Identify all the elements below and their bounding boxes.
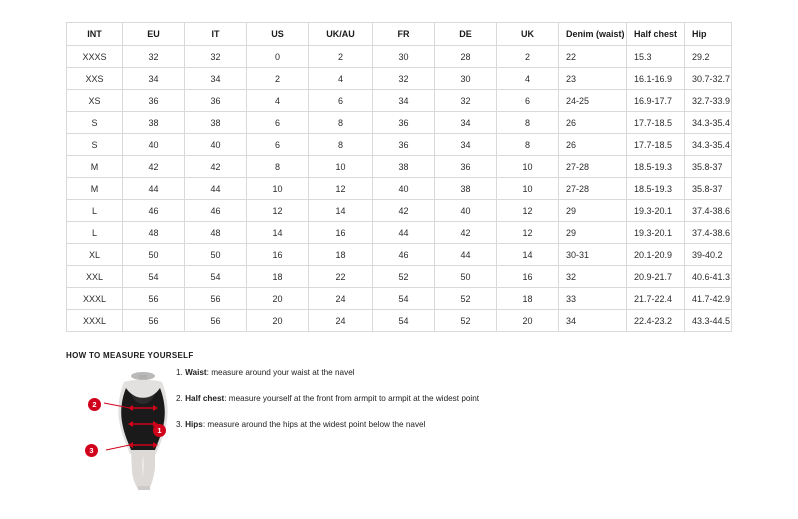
cell-denim: 33 bbox=[559, 288, 627, 310]
cell-it: 56 bbox=[185, 310, 247, 332]
cell-eu: 36 bbox=[123, 90, 185, 112]
cell-us: 4 bbox=[247, 90, 309, 112]
cell-ukau: 4 bbox=[309, 68, 373, 90]
cell-halfchest: 16.9-17.7 bbox=[627, 90, 685, 112]
cell-ukau: 24 bbox=[309, 310, 373, 332]
table-row bbox=[67, 90, 732, 112]
cell-denim: 22 bbox=[559, 46, 627, 68]
cell-int: S bbox=[67, 112, 123, 134]
cell-int: M bbox=[67, 156, 123, 178]
cell-de: 40 bbox=[435, 200, 497, 222]
cell-de: 38 bbox=[435, 178, 497, 200]
cell-de: 52 bbox=[435, 288, 497, 310]
cell-uk: 16 bbox=[497, 266, 559, 288]
cell-us: 6 bbox=[247, 134, 309, 156]
cell-hip: 34.3-35.4 bbox=[685, 112, 732, 134]
cell-us: 2 bbox=[247, 68, 309, 90]
cell-it: 48 bbox=[185, 222, 247, 244]
cell-int: XXL bbox=[67, 266, 123, 288]
cell-fr: 36 bbox=[373, 134, 435, 156]
cell-fr: 40 bbox=[373, 178, 435, 200]
cell-eu: 50 bbox=[123, 244, 185, 266]
cell-ukau: 18 bbox=[309, 244, 373, 266]
cell-eu: 56 bbox=[123, 288, 185, 310]
cell-hip: 35.8-37 bbox=[685, 156, 732, 178]
cell-de: 52 bbox=[435, 310, 497, 332]
cell-uk: 12 bbox=[497, 222, 559, 244]
cell-denim: 26 bbox=[559, 112, 627, 134]
size-chart-table bbox=[66, 22, 732, 332]
cell-de: 36 bbox=[435, 156, 497, 178]
cell-ukau: 24 bbox=[309, 288, 373, 310]
cell-fr: 32 bbox=[373, 68, 435, 90]
column-header: UK/AU bbox=[309, 23, 373, 46]
table-row bbox=[67, 310, 732, 332]
column-header: IT bbox=[185, 23, 247, 46]
how-to-measure-heading: HOW TO MEASURE YOURSELF bbox=[66, 351, 194, 360]
table-row bbox=[67, 222, 732, 244]
cell-uk: 4 bbox=[497, 68, 559, 90]
table-header-row bbox=[67, 23, 732, 46]
cell-int: M bbox=[67, 178, 123, 200]
cell-it: 56 bbox=[185, 288, 247, 310]
table-row bbox=[67, 46, 732, 68]
cell-hip: 37.4-38.6 bbox=[685, 222, 732, 244]
cell-ukau: 10 bbox=[309, 156, 373, 178]
cell-us: 14 bbox=[247, 222, 309, 244]
table-row bbox=[67, 244, 732, 266]
cell-de: 34 bbox=[435, 112, 497, 134]
cell-fr: 52 bbox=[373, 266, 435, 288]
cell-hip: 41.7-42.9 bbox=[685, 288, 732, 310]
cell-denim: 29 bbox=[559, 200, 627, 222]
column-header: Denim (waist) bbox=[559, 23, 627, 46]
cell-uk: 10 bbox=[497, 156, 559, 178]
cell-denim: 30-31 bbox=[559, 244, 627, 266]
cell-int: L bbox=[67, 200, 123, 222]
cell-uk: 8 bbox=[497, 134, 559, 156]
cell-halfchest: 15.3 bbox=[627, 46, 685, 68]
column-header: Half chest bbox=[627, 23, 685, 46]
cell-uk: 8 bbox=[497, 112, 559, 134]
cell-de: 28 bbox=[435, 46, 497, 68]
cell-int: XXXL bbox=[67, 310, 123, 332]
cell-eu: 34 bbox=[123, 68, 185, 90]
cell-halfchest: 20.1-20.9 bbox=[627, 244, 685, 266]
cell-ukau: 6 bbox=[309, 90, 373, 112]
cell-int: XXXS bbox=[67, 46, 123, 68]
cell-eu: 56 bbox=[123, 310, 185, 332]
cell-hip: 35.8-37 bbox=[685, 178, 732, 200]
cell-de: 34 bbox=[435, 134, 497, 156]
cell-halfchest: 20.9-21.7 bbox=[627, 266, 685, 288]
measure-marker-1: 1 bbox=[153, 424, 166, 437]
measure-marker-3: 3 bbox=[85, 444, 98, 457]
cell-int: L bbox=[67, 222, 123, 244]
cell-us: 20 bbox=[247, 310, 309, 332]
measure-instruction-hips bbox=[176, 418, 606, 431]
cell-halfchest: 19.3-20.1 bbox=[627, 200, 685, 222]
cell-halfchest: 18.5-19.3 bbox=[627, 156, 685, 178]
instruction-text: : measure around the hips at the widest point below the navel bbox=[202, 420, 426, 429]
cell-int: XXXL bbox=[67, 288, 123, 310]
cell-denim: 32 bbox=[559, 266, 627, 288]
cell-halfchest: 21.7-22.4 bbox=[627, 288, 685, 310]
cell-fr: 36 bbox=[373, 112, 435, 134]
cell-de: 50 bbox=[435, 266, 497, 288]
cell-it: 38 bbox=[185, 112, 247, 134]
cell-us: 0 bbox=[247, 46, 309, 68]
table-row bbox=[67, 68, 732, 90]
cell-us: 8 bbox=[247, 156, 309, 178]
cell-hip: 32.7-33.9 bbox=[685, 90, 732, 112]
cell-ukau: 2 bbox=[309, 46, 373, 68]
cell-us: 18 bbox=[247, 266, 309, 288]
cell-us: 10 bbox=[247, 178, 309, 200]
instruction-term: Hips bbox=[185, 420, 203, 429]
cell-fr: 34 bbox=[373, 90, 435, 112]
cell-hip: 30.7-32.7 bbox=[685, 68, 732, 90]
cell-halfchest: 19.3-20.1 bbox=[627, 222, 685, 244]
cell-fr: 42 bbox=[373, 200, 435, 222]
cell-hip: 34.3-35.4 bbox=[685, 134, 732, 156]
cell-hip: 43.3-44.5 bbox=[685, 310, 732, 332]
cell-eu: 44 bbox=[123, 178, 185, 200]
cell-eu: 40 bbox=[123, 134, 185, 156]
cell-hip: 40.6-41.3 bbox=[685, 266, 732, 288]
measure-instructions bbox=[176, 366, 606, 444]
table-row bbox=[67, 134, 732, 156]
measure-instruction-waist bbox=[176, 366, 606, 379]
column-header: DE bbox=[435, 23, 497, 46]
cell-us: 16 bbox=[247, 244, 309, 266]
table-row bbox=[67, 200, 732, 222]
cell-fr: 54 bbox=[373, 310, 435, 332]
cell-denim: 27-28 bbox=[559, 156, 627, 178]
column-header: INT bbox=[67, 23, 123, 46]
cell-eu: 48 bbox=[123, 222, 185, 244]
measure-instruction-half-chest bbox=[176, 392, 606, 405]
cell-us: 20 bbox=[247, 288, 309, 310]
cell-de: 30 bbox=[435, 68, 497, 90]
column-header: EU bbox=[123, 23, 185, 46]
cell-it: 50 bbox=[185, 244, 247, 266]
cell-uk: 14 bbox=[497, 244, 559, 266]
table-row bbox=[67, 156, 732, 178]
cell-de: 44 bbox=[435, 244, 497, 266]
cell-denim: 23 bbox=[559, 68, 627, 90]
cell-denim: 34 bbox=[559, 310, 627, 332]
cell-us: 12 bbox=[247, 200, 309, 222]
cell-denim: 27-28 bbox=[559, 178, 627, 200]
cell-it: 44 bbox=[185, 178, 247, 200]
measure-marker-2: 2 bbox=[88, 398, 101, 411]
cell-fr: 38 bbox=[373, 156, 435, 178]
cell-halfchest: 22.4-23.2 bbox=[627, 310, 685, 332]
instruction-text: : measure around your waist at the navel bbox=[206, 368, 355, 377]
cell-halfchest: 18.5-19.3 bbox=[627, 178, 685, 200]
instruction-number: 3. bbox=[176, 420, 186, 429]
cell-it: 32 bbox=[185, 46, 247, 68]
cell-hip: 39-40.2 bbox=[685, 244, 732, 266]
column-header: Hip bbox=[685, 23, 732, 46]
cell-us: 6 bbox=[247, 112, 309, 134]
cell-eu: 32 bbox=[123, 46, 185, 68]
cell-int: XL bbox=[67, 244, 123, 266]
cell-ukau: 12 bbox=[309, 178, 373, 200]
instruction-term: Waist bbox=[185, 368, 207, 377]
cell-uk: 12 bbox=[497, 200, 559, 222]
cell-fr: 46 bbox=[373, 244, 435, 266]
instruction-number: 2. bbox=[176, 394, 186, 403]
table-row bbox=[67, 266, 732, 288]
table-row bbox=[67, 178, 732, 200]
cell-halfchest: 17.7-18.5 bbox=[627, 134, 685, 156]
cell-denim: 26 bbox=[559, 134, 627, 156]
cell-uk: 18 bbox=[497, 288, 559, 310]
cell-uk: 2 bbox=[497, 46, 559, 68]
cell-ukau: 22 bbox=[309, 266, 373, 288]
cell-de: 32 bbox=[435, 90, 497, 112]
table-row bbox=[67, 288, 732, 310]
column-header: US bbox=[247, 23, 309, 46]
column-header: FR bbox=[373, 23, 435, 46]
cell-it: 42 bbox=[185, 156, 247, 178]
table-row bbox=[67, 112, 732, 134]
cell-hip: 37.4-38.6 bbox=[685, 200, 732, 222]
cell-eu: 46 bbox=[123, 200, 185, 222]
cell-halfchest: 17.7-18.5 bbox=[627, 112, 685, 134]
cell-ukau: 14 bbox=[309, 200, 373, 222]
cell-uk: 20 bbox=[497, 310, 559, 332]
cell-it: 54 bbox=[185, 266, 247, 288]
cell-int: XXS bbox=[67, 68, 123, 90]
cell-ukau: 8 bbox=[309, 112, 373, 134]
cell-fr: 30 bbox=[373, 46, 435, 68]
instruction-text: : measure yourself at the front from armpit to armpit at the widest point bbox=[224, 394, 480, 403]
cell-eu: 38 bbox=[123, 112, 185, 134]
cell-eu: 54 bbox=[123, 266, 185, 288]
cell-it: 40 bbox=[185, 134, 247, 156]
cell-it: 36 bbox=[185, 90, 247, 112]
column-header: UK bbox=[497, 23, 559, 46]
cell-int: XS bbox=[67, 90, 123, 112]
cell-uk: 6 bbox=[497, 90, 559, 112]
cell-hip: 29.2 bbox=[685, 46, 732, 68]
size-chart-container bbox=[66, 22, 731, 332]
cell-denim: 29 bbox=[559, 222, 627, 244]
cell-halfchest: 16.1-16.9 bbox=[627, 68, 685, 90]
cell-ukau: 16 bbox=[309, 222, 373, 244]
cell-int: S bbox=[67, 134, 123, 156]
cell-de: 42 bbox=[435, 222, 497, 244]
cell-fr: 44 bbox=[373, 222, 435, 244]
cell-it: 46 bbox=[185, 200, 247, 222]
cell-it: 34 bbox=[185, 68, 247, 90]
cell-denim: 24-25 bbox=[559, 90, 627, 112]
instruction-number: 1. bbox=[176, 368, 186, 377]
cell-fr: 54 bbox=[373, 288, 435, 310]
cell-eu: 42 bbox=[123, 156, 185, 178]
instruction-term: Half chest bbox=[185, 394, 225, 403]
cell-ukau: 8 bbox=[309, 134, 373, 156]
cell-uk: 10 bbox=[497, 178, 559, 200]
